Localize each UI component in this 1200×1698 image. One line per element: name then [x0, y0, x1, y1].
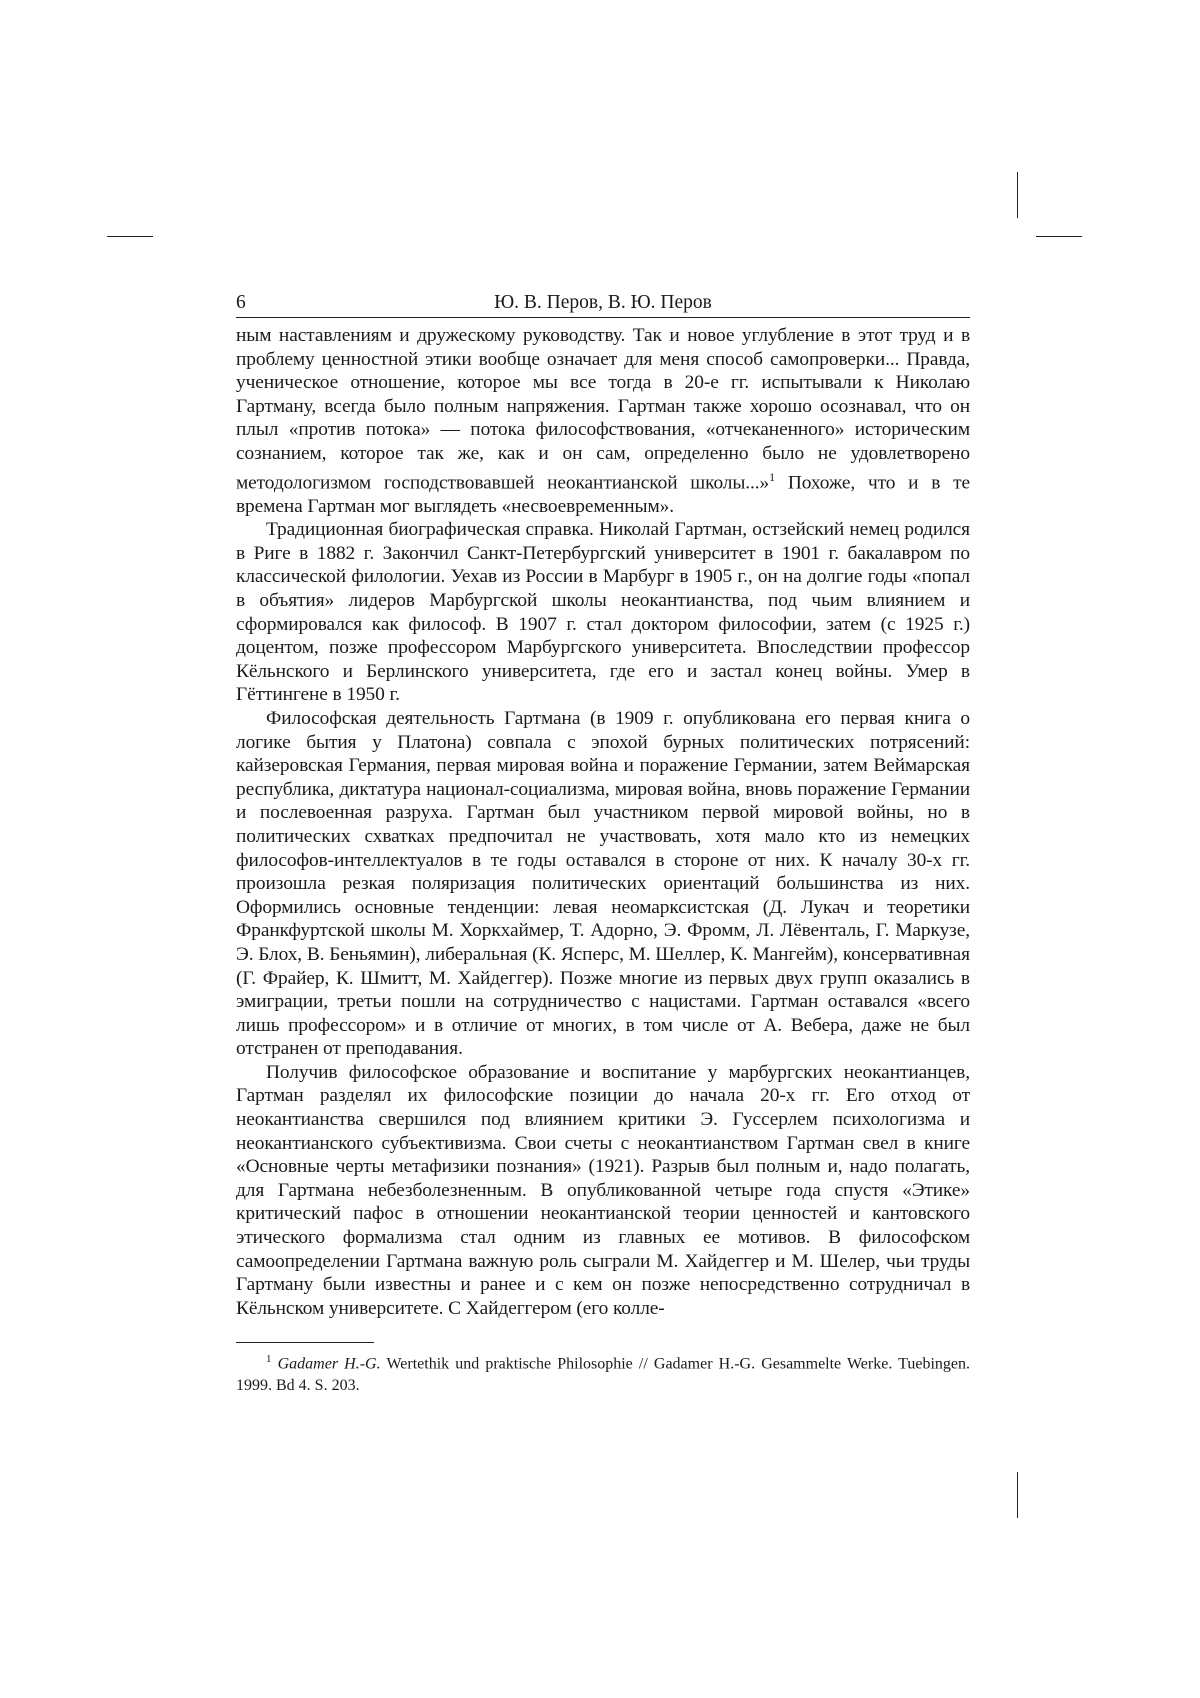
- running-header: [236, 291, 970, 315]
- footnote-reference: 1: [769, 469, 776, 484]
- footnote-author: Gadamer H.-G.: [277, 1355, 381, 1373]
- running-title: Ю. В. Перов, В. Ю. Перов: [494, 292, 712, 313]
- paragraph-2: Традиционная биографическая справка. Николай Гартман, остзейский немец родился в Риге в 1882 г. Закончил Санкт-Петербургский университет в 1901 г. бакалавром по классической филологии. Уехав из России в Марбург в 1905 г., он на долгие годы «попал в объятия» лидеров Марбургской школы неокантианства, под чьим влиянием и сформировался как философ. В 1907 г. стал доктором философии, затем (с 1925 г.) доцентом, позже профессором Марбургского университета. Впоследствии профессор Кёльнского и Берлинского университета, где его и застал конец войны. Умер в Гёттингене в 1950 г.: [236, 519, 970, 706]
- page-number: 6: [236, 292, 246, 313]
- crop-mark-top-left: [107, 236, 153, 237]
- paragraph-4: Получив философское образование и воспитание у марбургских неокантианцев, Гартман разделял их философские позиции до начала 20-х гг. Его отход от неокантианства свершился под влиянием критики Э. Гуссерлем психологизма и неокантианского субъективизма. Свои счеты с неокантианством Гартман свел в книге «Основные черты метафизики познания» (1921). Разрыв был полным и, надо полагать, для Гартмана небезболезненным. В опубликованной четыре года спустя «Этике» критический пафос в отношении неокантианской теории ценностей и кантовского этического формализма стал одним из главных ее мотивов. В философском самоопределении Гартмана важную роль сыграли М. Хайдеггер и М. Шелер, чьи труды Гартману были известны и ранее и с кем он позже непосредственно сотрудничал в Кёльнском университете. С Хайдеггером (его колле-: [236, 1061, 970, 1319]
- crop-mark-vertical-top: [1017, 172, 1018, 218]
- book-page: [236, 291, 970, 1396]
- crop-mark-top-right: [1036, 236, 1082, 237]
- crop-mark-vertical-bottom: [1017, 1472, 1018, 1518]
- footnote-separator: [236, 1342, 374, 1343]
- paragraph-3: Философская деятельность Гартмана (в 1909 г. опубликована его первая книга о логике бытия у Платона) совпала с эпохой бурных политических потрясений: кайзеровская Германия, первая мировая война и поражение Германии, затем Веймарская республика, диктатура национал-социализма, мировая война, вновь поражение Германии и послевоенная разруха. Гартман был участником первой мировой войны, но в политических схватках предпочитал не участвовать, хотя мало кто из немецких философов-интеллектуалов в те годы оставался в стороне от них. К началу 30-х гг. произошла резкая поляризация политических ориентаций большинства из них. Оформились основные тенденции: левая неомарксистская (Д. Лукач и теоретики Франкфуртской школы М. Хоркхаймер, Т. Адорно, Э. Фромм, Л. Лёвенталь, Г. Маркузе, Э. Блох, В. Беньямин), либеральная (К. Ясперс, М. Шеллер, К. Мангейм), консервативная (Г. Фрайер, К. Шмитт, М. Хайдеггер). Позже многие из первых двух групп оказались в эмиграции, третьи пошли на сотрудничество с нацистами. Гартман оставался «всего лишь профессором» и в отличие от многих, в том числе от А. Вебера, даже не был отстранен от преподавания.: [236, 707, 970, 1060]
- footnote-number: 1: [266, 1353, 272, 1366]
- paragraph-1: ным наставлениям и дружескому руководству. Так и новое углубление в этот труд и в проблему ценностной этики вообще означает для меня способ самопроверки... Правда, ученическое отношение, которое мы все тогда в 20-е гг. испытывали к Николаю Гартману, всегда было полным напряжения. Гартман также хорошо осознавал, что он плыл «против потока» — потока философствования, «отчеканенного» историческим сознанием, которое так же, как и он сам, определенно было не удовлетворено методологизмом господствовавшей неокантианской школы...»$^1$ Похоже, что и в те времена Гартман мог выглядеть «несвоевременным».: [236, 325, 970, 517]
- footnote: [236, 1349, 970, 1395]
- header-rule: [236, 317, 970, 318]
- footnote-text: Wertethik und praktische Philosophie // Gadamer H.-G. Gesammelte Werke. Tuebingen. 1999. Bd 4. S. 203.: [236, 1355, 971, 1394]
